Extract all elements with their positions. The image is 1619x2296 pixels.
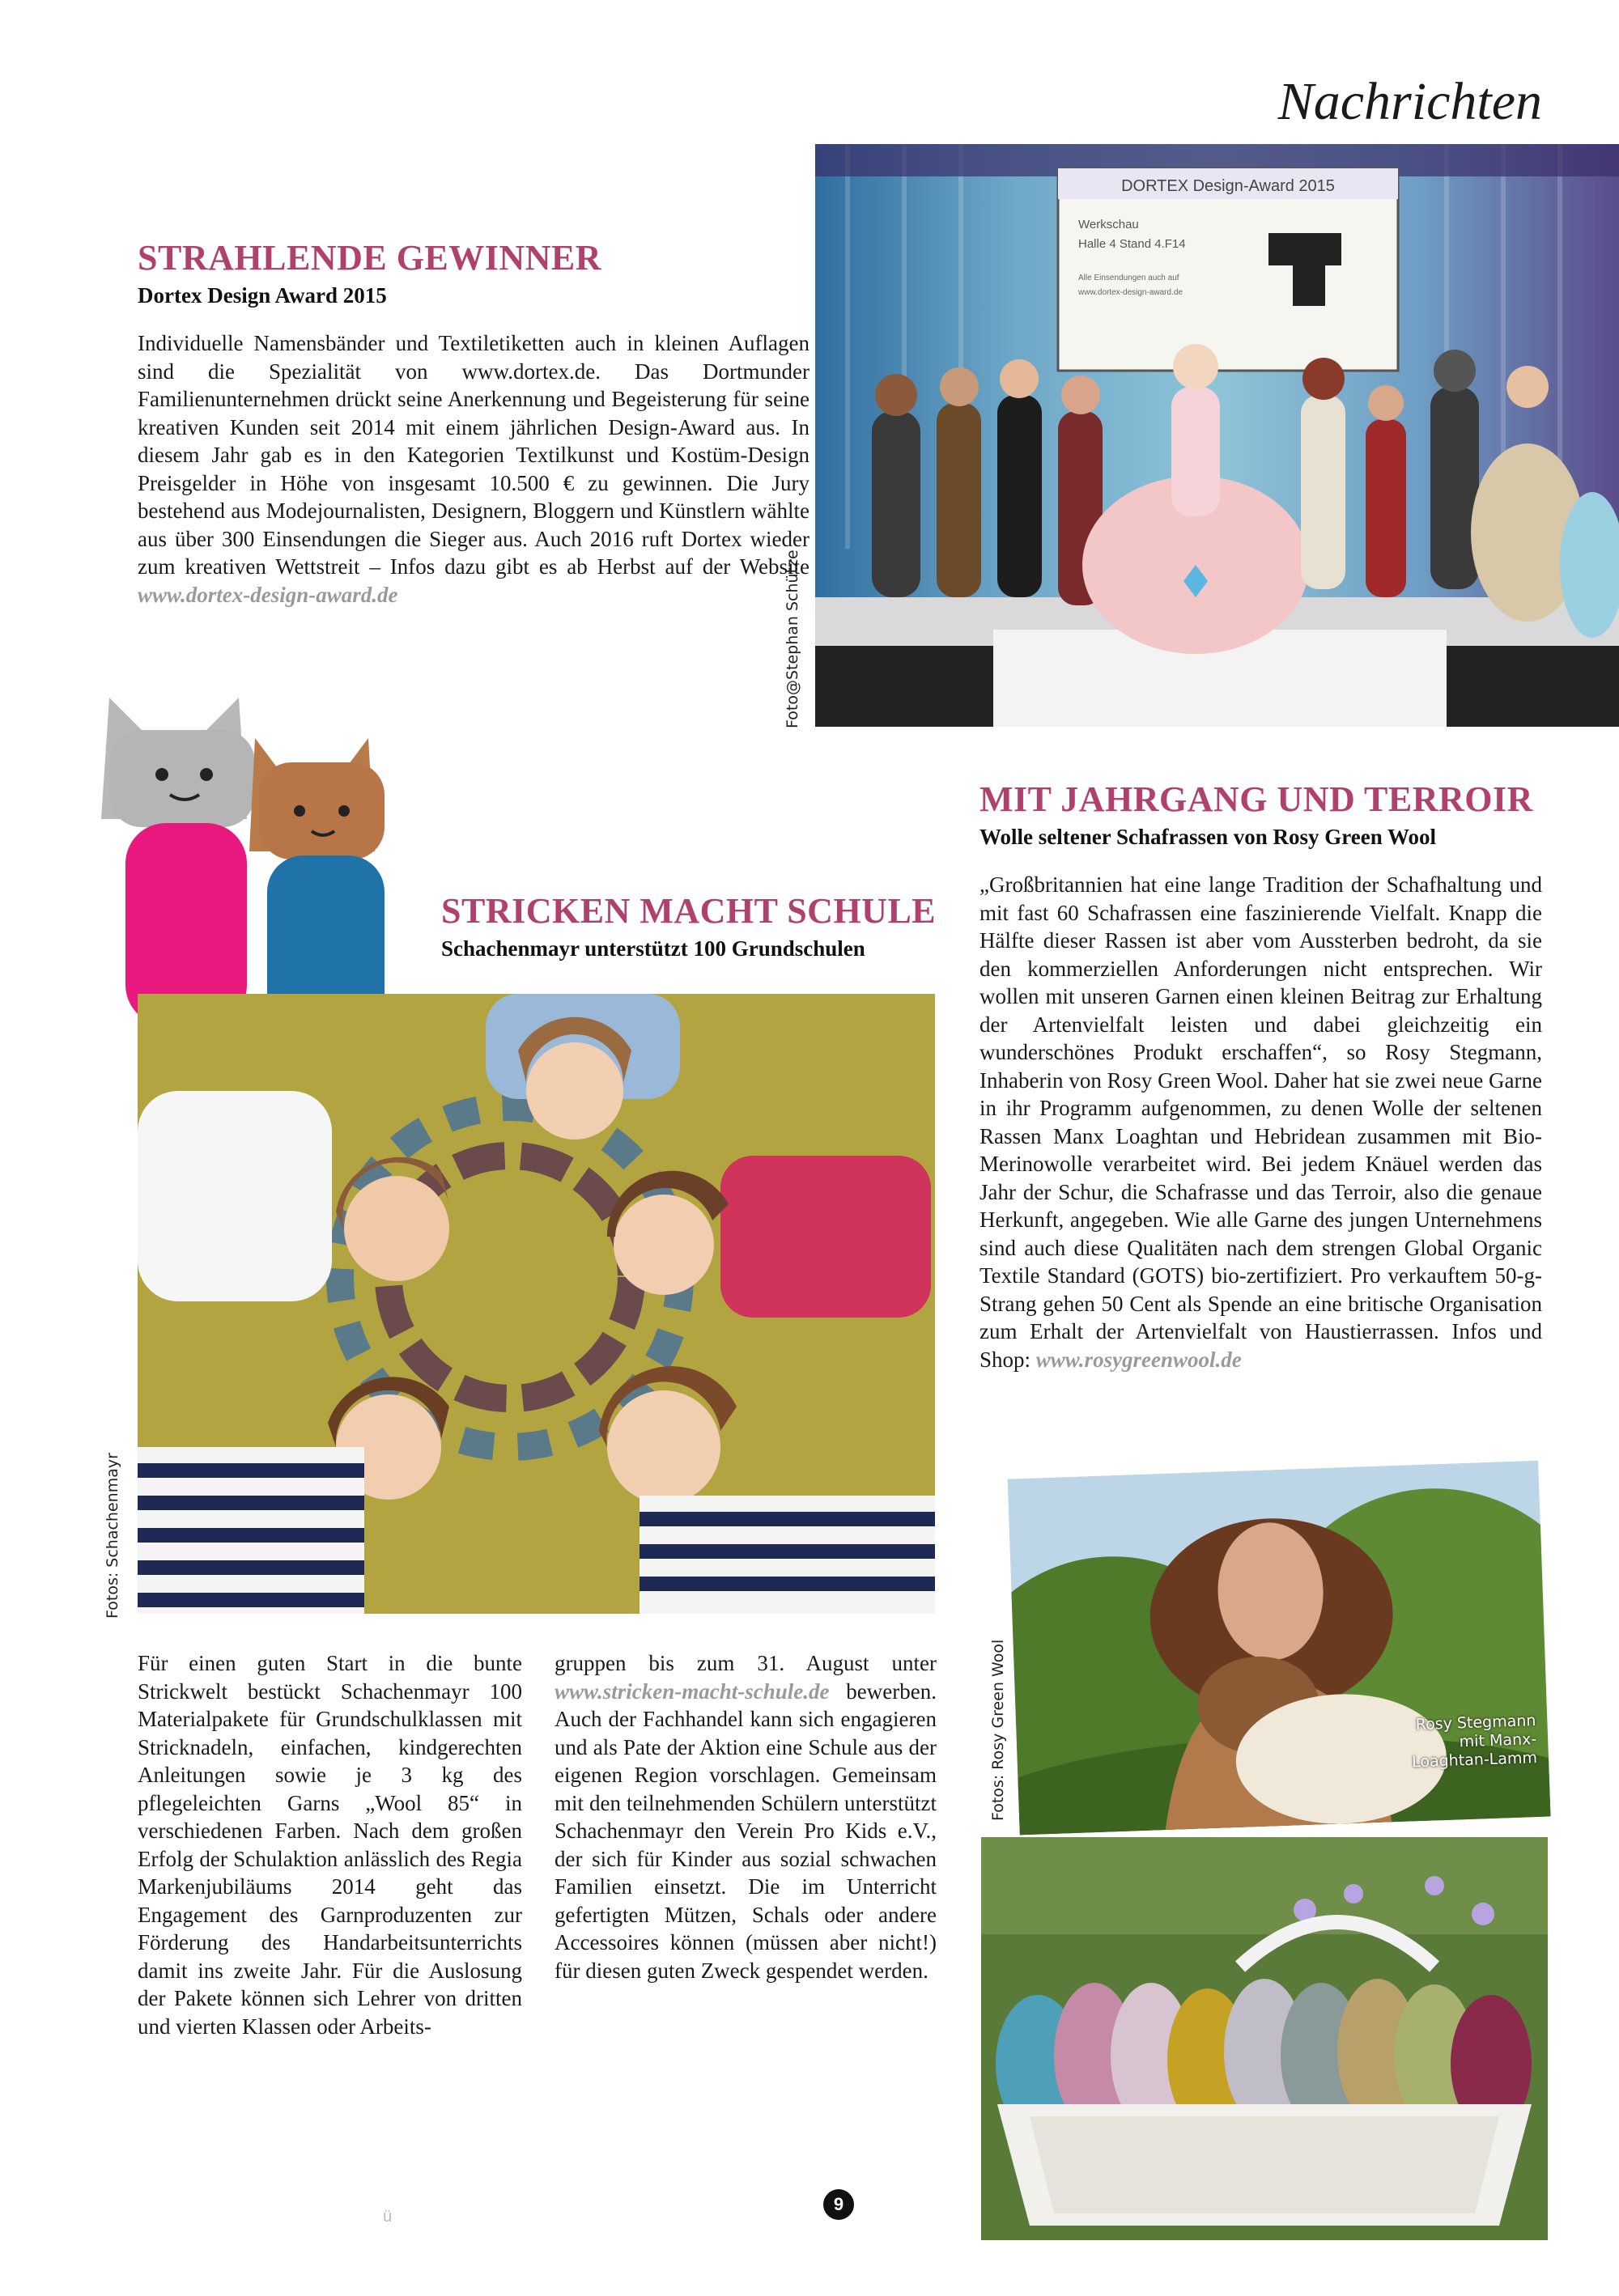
photo-credit: Foto@Stephan Schütze bbox=[784, 550, 801, 728]
caption-line: Loaghtan-Lamm bbox=[1411, 1748, 1538, 1772]
screen-line: Halle 4 Stand 4.F14 bbox=[1078, 237, 1186, 251]
rosy-lamb-photo bbox=[1008, 1461, 1551, 1836]
article-subtitle: Dortex Design Award 2015 bbox=[138, 283, 387, 308]
body-text: bewerben. Auch der Fachhandel kann sich engagieren und als Pate der Aktion eine Schule aus der eigenen Region vorschlagen. Gemeinsam mit den teilnehmenden Schülern unterstützt Schachenmayr den Verein Pro Kids e.V., der sich für Kinder aus sozial schwachen Familien einsetzt. Die im Unterricht gefertigten Mützen, Schals oder andere Accessoires können (müssen aber nicht!) für diesen guten Zweck gespendet werden. bbox=[555, 1678, 937, 1983]
body-text: Individuelle Namensbänder und Textiletiketten auch in kleinen Auflagen sind die Spezialität von www.dortex.de. Das Dortmunder Familienunternehmen drückt seine Anerkennung und Begeisterung für seine kreativen Kunden seit 2014 mit einem jährlichen Design-Award aus. In diesem Jahr gab es in den Kategorien Textilkunst und Kostüm-Design Preisgelder in Höhe von insgesamt 10.500 € zu gewinnen. Die Jury bestehend aus Modejournalisten, Designern, Bloggern und Künstlern wählte aus über 300 Einsendungen die Sieger aus. Auch 2016 ruft Dortex wieder zum kreativen Wettstreit – Infos dazu gibt es ab Herbst auf der Website bbox=[138, 331, 810, 579]
article-link[interactable]: www.rosygreenwool.de bbox=[1035, 1347, 1242, 1372]
article-column-1: Für einen guten Start in die bunte Strickwelt bestückt Schachenmayr 100 Materialpakete für Grundschulklassen mit Stricknadeln, einfachen, kindgerechten Anleitungen sowie je 3 kg des pflegeleichten Garns „Wool 85“ in verschiedenen Farben. Nach dem großen Erfolg der Schulaktion anlässlich des Regia Markenjubiläums 2014 geht das Engagement des Garnproduzenten zur Förderung des Handarbeitsunterrichts damit ins zweite Jahr. Für die Auslosung der Pakete können sich Lehrer von dritten und vierten Klassen oder Arbeits- bbox=[138, 1651, 522, 2039]
photo-credit: Fotos: Schachenmayr bbox=[104, 1453, 121, 1619]
article-subtitle: Schachenmayr unterstützt 100 Grundschulen bbox=[441, 936, 865, 961]
footer-mark: ü bbox=[383, 2208, 393, 2226]
article-body bbox=[138, 329, 810, 609]
yarn-basket-photo bbox=[981, 1837, 1548, 2240]
article-body bbox=[979, 871, 1542, 1373]
article-title: MIT JAHRGANG UND TERROIR bbox=[979, 779, 1533, 819]
photo-credit: Fotos: Rosy Green Wool bbox=[989, 1639, 1007, 1821]
screen-line: Werkschau bbox=[1078, 218, 1139, 231]
screen-line: Alle Einsendungen auch auf bbox=[1078, 274, 1179, 282]
section-header: Nachrichten bbox=[1277, 72, 1542, 131]
photo-caption bbox=[1410, 1712, 1537, 1772]
knitted-cats-photo bbox=[93, 681, 449, 1038]
award-photo bbox=[815, 144, 1619, 727]
kids-knitting-photo bbox=[138, 994, 935, 1614]
caption-line: mit Manx- bbox=[1459, 1729, 1537, 1751]
body-text: gruppen bis zum 31. August unter bbox=[555, 1651, 937, 1675]
caption-line: Rosy Stegmann bbox=[1415, 1711, 1536, 1734]
article-title: STRAHLENDE GEWINNER bbox=[138, 238, 602, 278]
article-subtitle: Wolle seltener Schafrassen von Rosy Green Wool bbox=[979, 825, 1436, 849]
article-stricken-macht-schule bbox=[441, 890, 943, 961]
article-link[interactable]: www.dortex-design-award.de bbox=[138, 582, 398, 607]
article-jahrgang-und-terroir bbox=[979, 779, 1546, 1373]
article-strahlende-gewinner bbox=[138, 237, 810, 609]
page-number: 9 bbox=[823, 2189, 854, 2220]
screen-line: www.dortex-design-award.de bbox=[1078, 288, 1183, 297]
article-title: STRICKEN MACHT SCHULE bbox=[441, 891, 937, 931]
article-column-2 bbox=[555, 1649, 937, 1984]
article-link[interactable]: www.stricken-macht-schule.de bbox=[555, 1678, 830, 1704]
screen-title: DORTEX Design-Award 2015 bbox=[1121, 177, 1335, 195]
body-text: „Großbritannien hat eine lange Tradition der Schafhaltung und mit fast 60 Schafrassen eine faszinierende Vielfalt. Knapp die Hälfte dieser Rassen ist aber vom Aussterben bedroht, da sie den kommerziellen Anforderungen nicht entsprechen. Wir wollen mit unseren Garnen einen kleinen Beitrag zur Erhaltung der Artenvielfalt leisten und dabei gleichzeitig ein wunderschönes Produkt erschaffen“, so Rosy Stegmann, Inhaberin von Rosy Green Wool. Daher hat sie zwei neue Garne in ihr Programm aufgenommen, zu denen Wolle der seltenen Rassen Manx Loaghtan und Hebridean zusammen mit Bio-Merinowolle verarbeitet wird. Bei jedem Knäuel werden das Jahr der Schur, die Schafrasse und das Terroir, also die genaue Herkunft, angegeben. Wie alle Garne des jungen Unternehmens sind auch diese Qualitäten nach dem strengen Global Organic Textile Standard (GOTS) bio-zertifiziert. Pro verkauftem 50-g-Strang gehen 50 Cent als Spende an eine britische Organisation zum Erhalt der Artenvielfalt von Haustierrassen. Infos und Shop: bbox=[979, 872, 1542, 1372]
